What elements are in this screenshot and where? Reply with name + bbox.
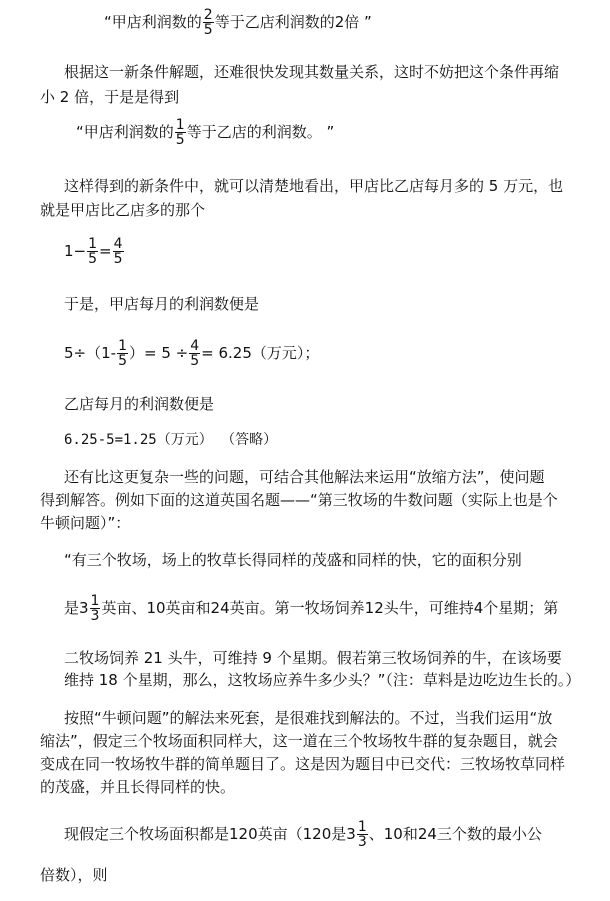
quote-line-2: “甲店利润数的 $\frac{1}{5}$ 等于乙店的利润数。 ”	[76, 117, 335, 148]
quote-line-1: “甲店利润数的 $\frac{2}{5}$ 等于乙店利润数的2倍 ”	[104, 7, 372, 38]
paragraph-line: 维持 18 个星期，那么，这牧场应养牛多少头？”（注：草料是边吃边生长的。）	[64, 671, 581, 689]
fraction-1-5: $\frac{1}{5}$	[118, 338, 127, 369]
fraction-1-3: $\frac{1}{3}$	[90, 593, 100, 624]
fraction-1-5: $\frac{1}{5}$	[88, 236, 98, 267]
quote-line: 是3 $\frac{1}{3}$ 英亩、10英亩和24英亩。第一牧场饲养12头牛，可维持4个星期；第	[64, 593, 559, 624]
paragraph-line: 二牧场饲养 21 头牛，可维持 9 个星期。假若第三牧场饲养的牛，在该场要	[64, 649, 562, 667]
paragraph-line: 根据这一新条件解题，还难很快发现其数量关系，这时不妨把这个条件再缩	[64, 63, 560, 81]
paragraph-line: 乙店每月的利润数便是	[64, 395, 215, 413]
fraction-4-5: $\frac{4}{5}$	[190, 338, 200, 369]
paragraph-line: 的茂盛，并且长得同样的快。	[40, 778, 236, 796]
paragraph-line: 缩法”，假定三个牧场面积同样大，这一道在三个牧场牧牛群的复杂题目，就会	[40, 732, 558, 750]
fraction-4-5: $\frac{4}{5}$	[113, 236, 123, 267]
formula-line: 1− $\frac{1}{5}$ = $\frac{4}{5}$	[64, 236, 123, 267]
fraction-1-3: $\frac{1}{3}$	[357, 819, 367, 850]
paragraph-line: 按照“牛顿问题”的解法来死套，是很难找到解法的。不过，当我们运用“放	[64, 709, 553, 727]
paragraph-line: 倍数），则	[40, 866, 108, 884]
fraction-2-5: $\frac{2}{5}$	[203, 7, 213, 38]
fraction-1-5: $\frac{1}{5}$	[175, 117, 185, 148]
paragraph-line: 牛顿问题）”：	[40, 514, 131, 532]
paragraph-line: 现假定三个牧场面积都是120英亩（120是3 $\frac{1}{3}$ 、10和24三个数的最小公	[64, 819, 542, 850]
formula-line: 5÷（1- $\frac{1}{5}$ ）= 5 ÷ $\frac{4}{5}$ = 6.25（万元）；	[64, 338, 320, 369]
answer-line: 6.25-5=1.25（万元） （答略）	[64, 432, 278, 448]
paragraph-line: 就是甲店比乙店多的那个	[40, 201, 206, 219]
paragraph-line: 于是，甲店每月的利润数便是	[64, 295, 260, 313]
paragraph-line: 小 2 倍，于是是得到	[40, 88, 180, 106]
quote-line: “有三个牧场，场上的牧草长得同样的茂盛和同样的快，它的面积分别	[64, 551, 522, 569]
paragraph-line: 得到解答。例如下面的这道英国名题——“第三牧场的牛数问题（实际上也是个	[40, 491, 558, 509]
paragraph-line: 这样得到的新条件中，就可以清楚地看出，甲店比乙店每月多的 5 万元，也	[64, 177, 564, 195]
paragraph-line: 还有比这更复杂一些的问题，可结合其他解法来运用“放缩方法”，使问题	[64, 468, 545, 486]
paragraph-line: 变成在同一牧场牧牛群的简单题目了。这是因为题目中已交代：三牧场牧草同样	[40, 755, 566, 773]
